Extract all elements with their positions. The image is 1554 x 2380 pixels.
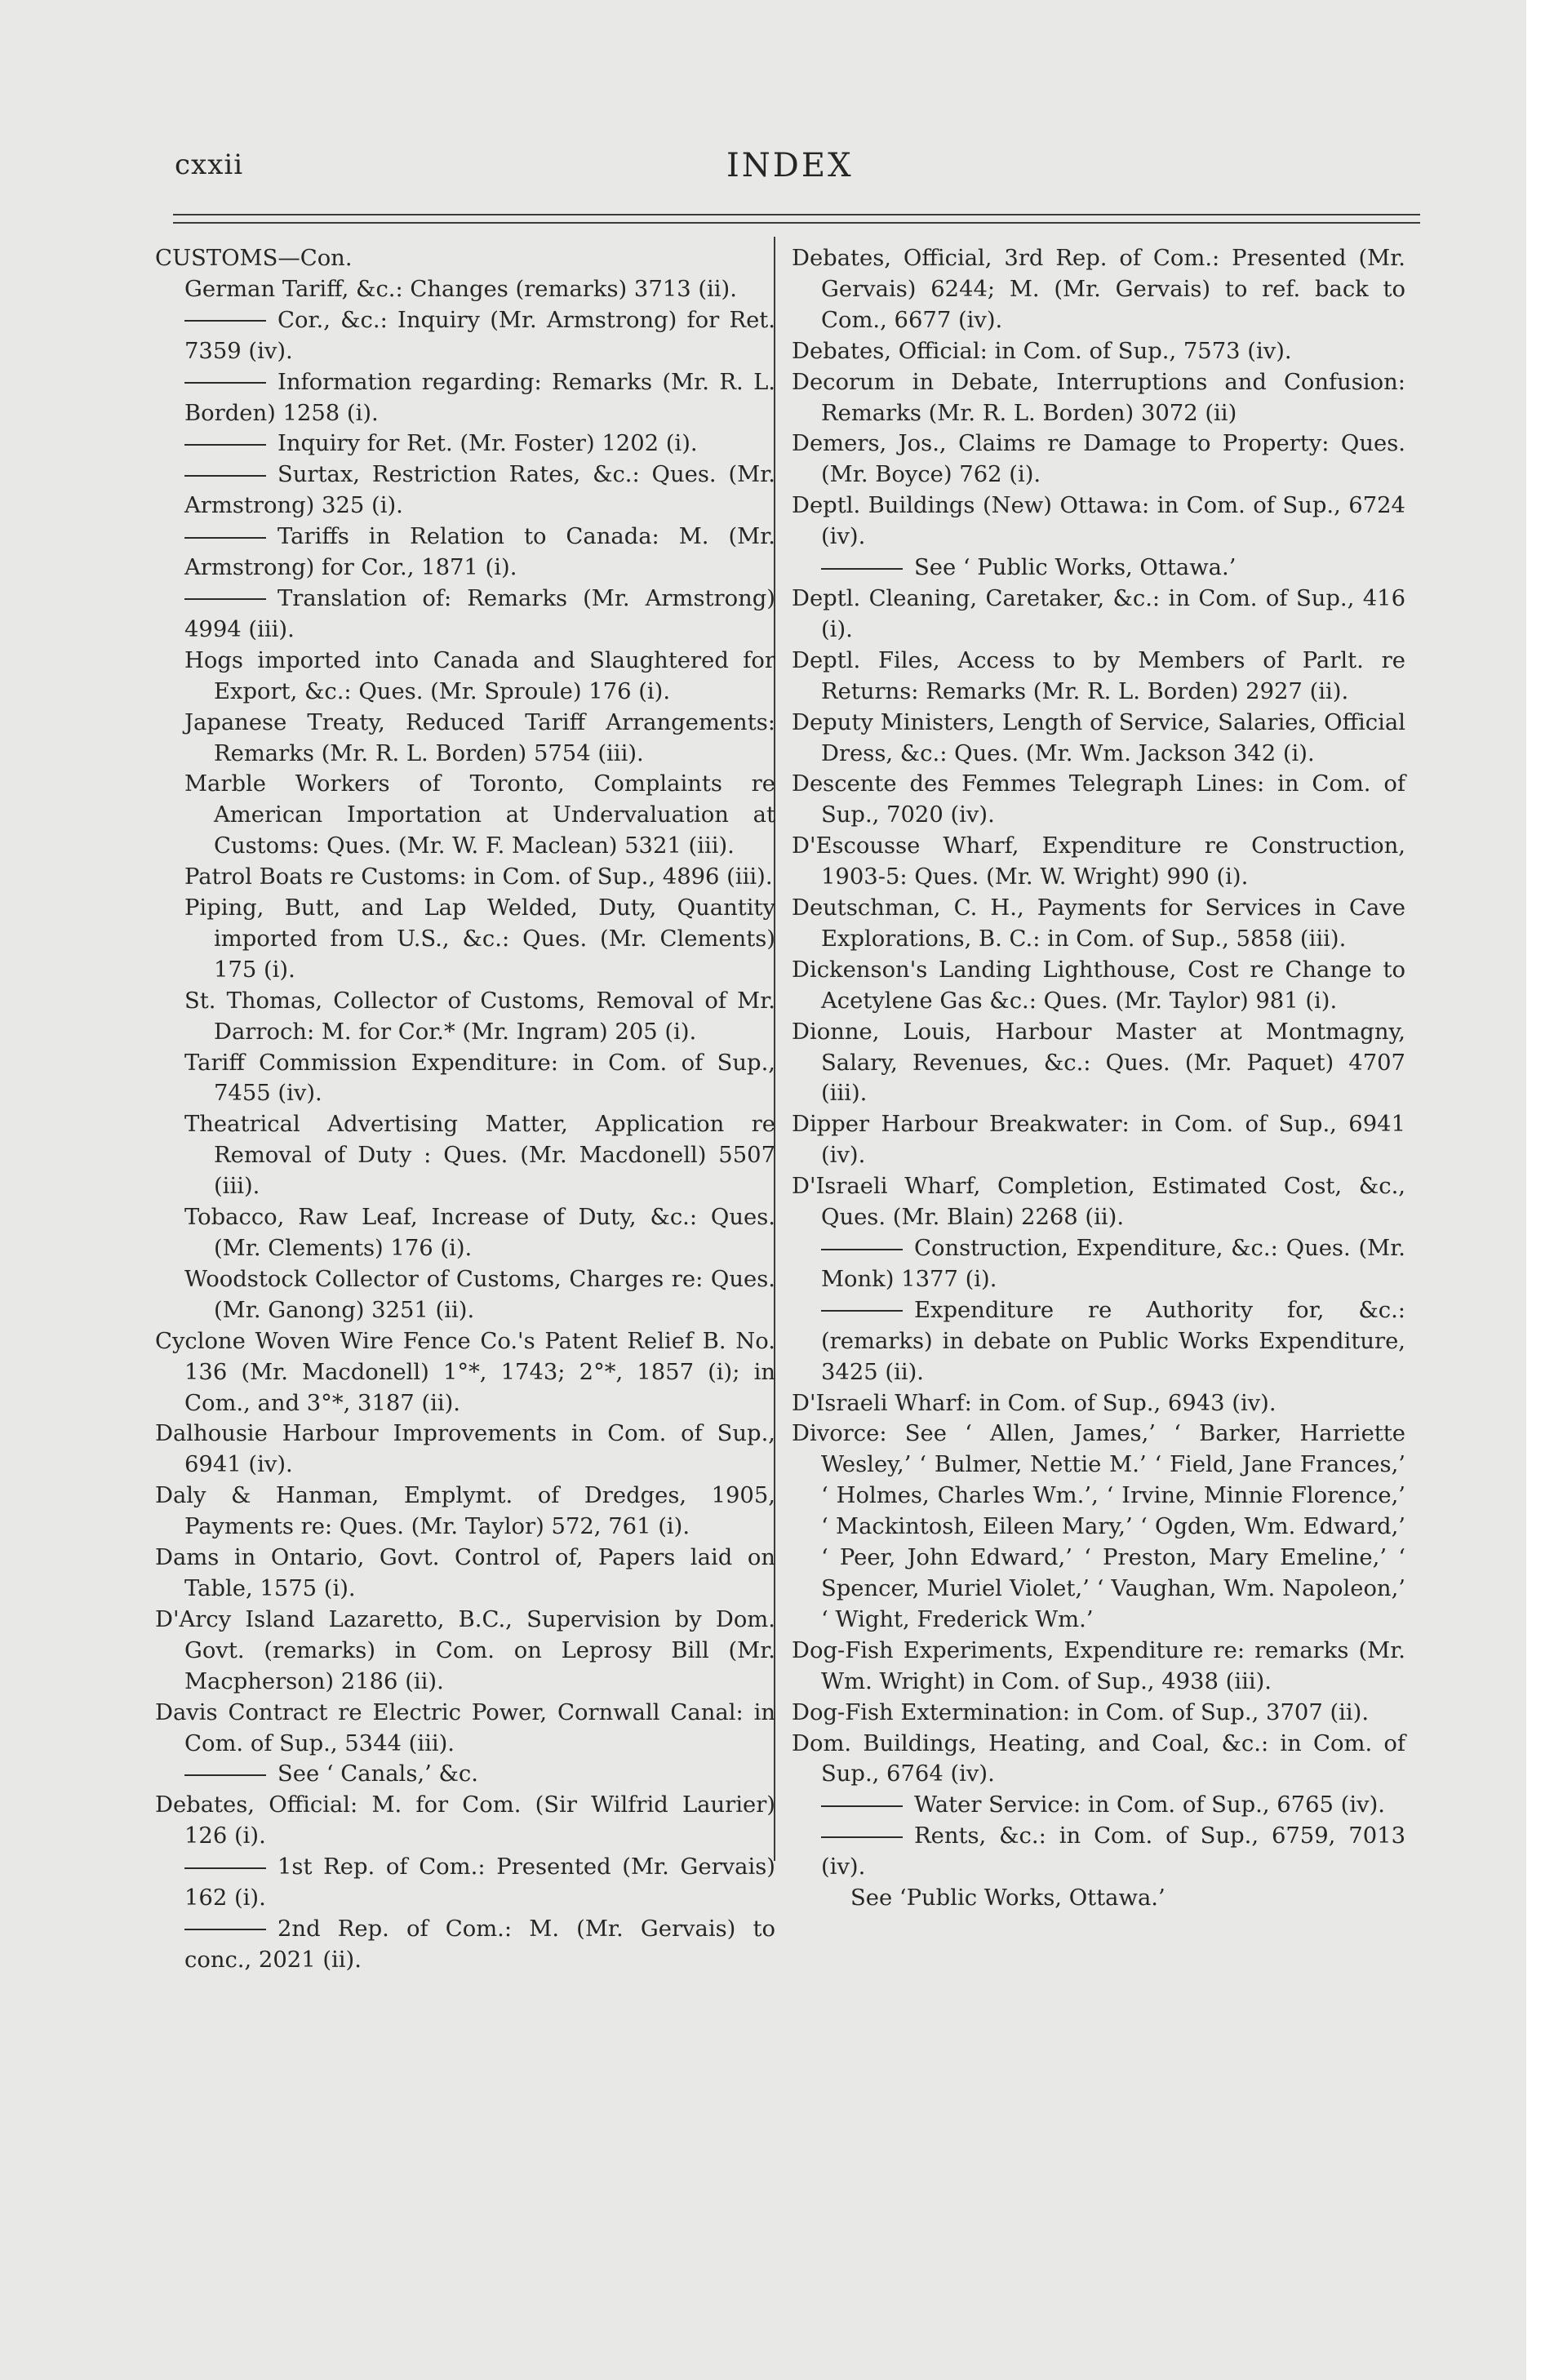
entry-text: Cyclone Woven Wire Fence Co.'s Patent Relief B. No. 136 (Mr. Macdonell) 1°*, 1743; 2°*, 1857 (i); in Com., and 3°*, 3187 (ii). [155, 1328, 775, 1416]
index-heading-entry [792, 1017, 1405, 1110]
header-rule-top [173, 214, 1420, 215]
index-entry [155, 893, 775, 986]
index-entry [155, 862, 775, 893]
entry-text: D'Israeli Wharf, Completion, Estimated Cost, &c., Ques. (Mr. Blain) 2268 (ii). [792, 1174, 1405, 1231]
entry-text: Construction, Expenditure, &c.: Ques. (Mr. Monk) 1377 (i). [821, 1236, 1405, 1292]
index-subentry [792, 1883, 1405, 1914]
index-heading-entry [792, 367, 1405, 429]
entry-text: Demers, Jos., Claims re Damage to Property: Ques. (Mr. Boyce) 762 (i). [792, 431, 1405, 488]
entry-text: Japanese Treaty, Reduced Tariff Arrangements: Remarks (Mr. R. L. Borden) 5754 (iii). [184, 709, 775, 766]
index-heading-entry [792, 584, 1405, 646]
page-edge [1526, 0, 1554, 2380]
index-heading-entry [792, 893, 1405, 955]
index-heading-entry [155, 243, 775, 274]
entry-text: Deptl. Cleaning, Caretaker, &c.: in Com. of Sup., 416 (i). [792, 585, 1405, 642]
index-heading-entry [792, 243, 1405, 336]
entry-text: Decorum in Debate, Interruptions and Confusion: Remarks (Mr. R. L. Borden) 3072 (ii) [792, 369, 1405, 426]
right-column [792, 243, 1405, 1914]
entry-text: Tariff Commission Expenditure: in Com. of Sup., 7455 (iv). [184, 1050, 775, 1107]
entry-text: D'Israeli Wharf: in Com. of Sup., 6943 (iv). [792, 1390, 1276, 1416]
index-subentry [792, 1295, 1405, 1388]
index-entry [155, 1048, 775, 1110]
ditto-dash [184, 1867, 266, 1869]
left-column [155, 243, 775, 1976]
page-number: cxxii [175, 149, 244, 181]
index-subentry [792, 1821, 1405, 1883]
index-subentry [155, 305, 775, 367]
entry-text: See ‘Public Works, Ottawa.’ [850, 1885, 1166, 1912]
index-heading-entry [792, 336, 1405, 367]
index-subentry [155, 1914, 775, 1976]
entry-text: D'Arcy Island Lazaretto, B.C., Supervision by Dom. Govt. (remarks) in Com. on Leprosy Bill (Mr. Macpherson) 2186 (ii). [155, 1606, 775, 1694]
entry-text: Dams in Ontario, Govt. Control of, Papers laid on Table, 1575 (i). [155, 1545, 775, 1601]
index-heading-entry [792, 1109, 1405, 1171]
entry-text: See ‘ Canals,’ &c. [278, 1761, 478, 1787]
index-subentry [792, 1790, 1405, 1821]
index-heading-entry [155, 1481, 775, 1543]
entry-text: Dipper Harbour Breakwater: in Com. of Sup., 6941 (iv). [792, 1112, 1405, 1169]
ditto-dash [184, 475, 266, 477]
entry-text: Divorce: See ‘ Allen, James,’ ‘ Barker, Harriette Wesley,’ ‘ Bulmer, Nettie M.’ ‘ Field, Jane Frances,’ ‘ Holmes, Charles Wm.’, ‘ Irvine, Minnie Florence,’ ‘ Mackintosh, Eileen Mary,’ ‘ Ogden, Wm. Edward,’ ‘ Peer, John Edward,’ ‘ Preston, Mary Emeline,’ ‘ Spencer, Muriel Violet,’ ‘ Vaughan, Wm. Napoleon,’ ‘ Wight, Frederick Wm.’ [792, 1421, 1405, 1632]
index-heading-entry [792, 1698, 1405, 1729]
index-subentry [155, 1759, 775, 1790]
entry-text: Davis Contract re Electric Power, Cornwall Canal: in Com. of Sup., 5344 (iii). [155, 1699, 775, 1756]
entry-text: Tobacco, Raw Leaf, Increase of Duty, &c.: Ques. (Mr. Clements) 176 (i). [184, 1205, 775, 1261]
index-subentry [155, 428, 775, 460]
index-heading-entry [792, 1419, 1405, 1635]
entry-text: 2nd Rep. of Com.: M. (Mr. Gervais) to conc., 2021 (ii). [184, 1916, 775, 1973]
ditto-dash [184, 1774, 266, 1776]
entry-text: Patrol Boats re Customs: in Com. of Sup., 4896 (iii). [184, 864, 773, 890]
entry-text: CUSTOMS—Con. [155, 246, 353, 271]
index-heading-entry [792, 1729, 1405, 1791]
ditto-dash [184, 444, 266, 446]
index-subentry [155, 584, 775, 646]
index-entry [155, 1109, 775, 1202]
index-entry [155, 1264, 775, 1326]
index-subentry [155, 367, 775, 429]
index-heading-entry [792, 646, 1405, 708]
entry-text: Deptl. Buildings (New) Ottawa: in Com. of Sup., 6724 (iv). [792, 493, 1405, 550]
index-heading-entry [792, 1171, 1405, 1233]
header-rule-bottom [173, 222, 1420, 224]
index-heading-entry [155, 1605, 775, 1698]
index-subentry [792, 1233, 1405, 1295]
entry-text: Debates, Official, 3rd Rep. of Com.: Presented (Mr. Gervais) 6244; M. (Mr. Gervais) to ref. back to Com., 6677 (iv). [792, 246, 1405, 333]
entry-text: Deutschman, C. H., Payments for Services in Cave Explorations, B. C.: in Com. of Sup., 5858 (iii). [792, 895, 1405, 952]
ditto-dash [821, 1249, 903, 1250]
entry-text: Rents, &c.: in Com. of Sup., 6759, 7013 (iv). [821, 1823, 1405, 1880]
index-entry [155, 1202, 775, 1264]
index-subentry [155, 460, 775, 522]
entry-text: Theatrical Advertising Matter, Application re Removal of Duty : Ques. (Mr. Macdonell) 5507 (iii). [184, 1112, 775, 1200]
index-entry [155, 986, 775, 1048]
index-heading-entry [792, 955, 1405, 1017]
entry-text: Tariffs in Relation to Canada: M. (Mr. Armstrong) for Cor., 1871 (i). [184, 524, 775, 581]
index-heading-entry [792, 1636, 1405, 1698]
index-subentry [792, 553, 1405, 584]
entry-text: 1st Rep. of Com.: Presented (Mr. Gervais) 162 (i). [184, 1854, 775, 1912]
index-entry [155, 769, 775, 862]
ditto-dash [184, 598, 266, 600]
entry-text: Deputy Ministers, Length of Service, Salaries, Official Dress, &c.: Ques. (Mr. Wm. Jackson 342 (i). [792, 709, 1405, 766]
ditto-dash [821, 1836, 903, 1838]
index-entry [155, 646, 775, 708]
entry-text: Dog-Fish Experiments, Expenditure re: remarks (Mr. Wm. Wright) in Com. of Sup., 4938 (iii). [792, 1637, 1405, 1694]
entry-text: Cor., &c.: Inquiry (Mr. Armstrong) for Ret. 7359 (iv). [184, 307, 775, 364]
ditto-dash [821, 1805, 903, 1807]
entry-text: Marble Workers of Toronto, Complaints re American Importation at Undervaluation at Customs: Ques. (Mr. W. F. Maclean) 5321 (iii). [184, 771, 775, 859]
entry-text: Expenditure re Authority for, &c.: (remarks) in debate on Public Works Expenditure, 3425 (ii). [821, 1297, 1405, 1385]
entry-text: Dalhousie Harbour Improvements in Com. of Sup., 6941 (iv). [155, 1421, 775, 1478]
entry-text: St. Thomas, Collector of Customs, Removal of Mr. Darroch: M. for Cor.* (Mr. Ingram) 205 (i). [184, 988, 775, 1045]
entry-text: Water Service: in Com. of Sup., 6765 (iv). [914, 1792, 1385, 1818]
entry-text: Deptl. Files, Access to by Members of Parlt. re Returns: Remarks (Mr. R. L. Borden) 2927 (ii). [792, 647, 1405, 704]
ditto-dash [184, 537, 266, 539]
index-heading-entry [792, 769, 1405, 831]
ditto-dash [184, 1929, 266, 1930]
index-heading-entry [792, 831, 1405, 893]
index-heading-entry [155, 1790, 775, 1852]
entry-text: Dionne, Louis, Harbour Master at Montmagny, Salary, Revenues, &c.: Ques. (Mr. Paquet) 4707 (iii). [792, 1019, 1405, 1107]
index-heading-entry [155, 1543, 775, 1605]
index-subentry [155, 1852, 775, 1914]
ditto-dash [184, 320, 266, 322]
index-heading-entry [792, 491, 1405, 553]
index-entry [155, 274, 775, 305]
index-heading-entry [792, 428, 1405, 491]
index-heading-entry [155, 1698, 775, 1760]
entry-text: See ‘ Public Works, Ottawa.’ [914, 555, 1237, 581]
entry-text: Inquiry for Ret. (Mr. Foster) 1202 (i). [278, 431, 698, 457]
entry-text: D'Escousse Wharf, Expenditure re Construction, 1903-5: Ques. (Mr. W. Wright) 990 (i). [792, 833, 1405, 890]
entry-text: Information regarding: Remarks (Mr. R. L. Borden) 1258 (i). [184, 369, 775, 426]
entry-text: Daly & Hanman, Emplymt. of Dredges, 1905, Payments re: Ques. (Mr. Taylor) 572, 761 (i). [155, 1483, 775, 1540]
entry-text: Dickenson's Landing Lighthouse, Cost re Change to Acetylene Gas &c.: Ques. (Mr. Taylor) 981 (i). [792, 957, 1405, 1014]
entry-text: Debates, Official: M. for Com. (Sir Wilfrid Laurier) 126 (i). [155, 1792, 775, 1849]
entry-text: Hogs imported into Canada and Slaughtered for Export, &c.: Ques. (Mr. Sproule) 176 (i). [184, 647, 775, 704]
index-heading-entry [792, 708, 1405, 770]
page-title: INDEX [726, 147, 854, 184]
entry-text: Woodstock Collector of Customs, Charges re: Ques. (Mr. Ganong) 3251 (ii). [184, 1266, 775, 1323]
entry-text: Surtax, Restriction Rates, &c.: Ques. (Mr. Armstrong) 325 (i). [184, 462, 775, 519]
index-entry [155, 708, 775, 770]
entry-text: Translation of: Remarks (Mr. Armstrong) 4994 (iii). [184, 585, 775, 642]
index-heading-entry [792, 1388, 1405, 1419]
entry-text: Piping, Butt, and Lap Welded, Duty, Quantity imported from U.S., &c.: Ques. (Mr. Clements) 175 (i). [184, 895, 775, 983]
entry-text: Descente des Femmes Telegraph Lines: in Com. of Sup., 7020 (iv). [792, 771, 1405, 828]
entry-text: Debates, Official: in Com. of Sup., 7573 (iv). [792, 338, 1292, 364]
ditto-dash [821, 1310, 903, 1312]
index-heading-entry [155, 1419, 775, 1481]
ditto-dash [184, 382, 266, 384]
entry-text: German Tariff, &c.: Changes (remarks) 3713 (ii). [184, 276, 737, 302]
entry-text: Dom. Buildings, Heating, and Coal, &c.: in Com. of Sup., 6764 (iv). [792, 1730, 1405, 1787]
index-heading-entry [155, 1326, 775, 1419]
ditto-dash [821, 568, 903, 570]
entry-text: Dog-Fish Extermination: in Com. of Sup., 3707 (ii). [792, 1699, 1370, 1725]
index-subentry [155, 522, 775, 584]
